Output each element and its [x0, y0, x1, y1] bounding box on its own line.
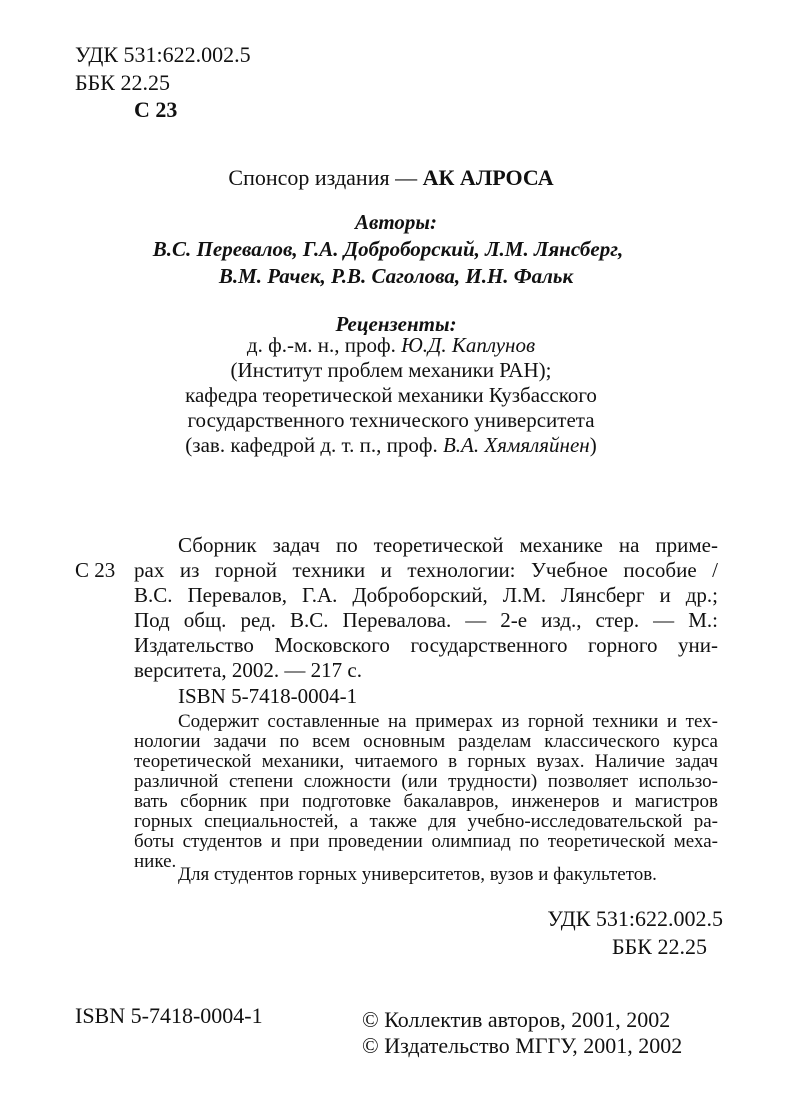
annotation-line-5: вать сборник при подготовке бакалавров, инженеров и магистров: [134, 791, 718, 812]
annotation-line-2: нологии задачи по всем основным разделам классического курса: [134, 731, 718, 752]
annotation-line-4: различной степени сложности (или трудности) позволяет использо-: [134, 771, 718, 792]
reviewers-heading: Рецензенты:: [335, 312, 457, 336]
catalog-code: С 23: [75, 558, 116, 582]
reviewer-line-2: (Институт проблем механики РАН);: [230, 358, 552, 382]
sponsor-name: АК АЛРОСА: [422, 165, 554, 190]
copyright-publisher: © Издательство МГГУ, 2001, 2002: [362, 1033, 683, 1058]
footer-bbk-code: ББК 22.25: [612, 934, 707, 959]
catalog-line-1: Сборник задач по теоретической механике на приме-: [178, 533, 718, 557]
annotation-line-1: Содержит составленные на примерах из горной техники и тех-: [178, 711, 718, 732]
bbk-code: ББК 22.25: [75, 70, 170, 95]
catalog-line-5: Издательство Московского государственного горного уни-: [134, 633, 718, 657]
sponsor-label: Спонсор издания —: [228, 165, 423, 190]
catalog-line-6: верситета, 2002. — 217 с.: [134, 658, 362, 682]
footer-isbn: ISBN 5-7418-0004-1: [75, 1003, 263, 1028]
authors-line-2: В.М. Рачек, Р.В. Саголова, И.Н. Фальк: [218, 264, 574, 288]
reviewer-line-3: кафедра теоретической механики Кузбасского: [185, 383, 597, 407]
reviewer-dept-head: (зав. кафедрой д. т. п., проф.: [185, 433, 443, 457]
reviewer-line-5: [0, 433, 796, 458]
annotation-line-7: боты студентов и при проведении олимпиад по теоретической меха-: [134, 831, 718, 852]
catalog-line-3: В.С. Перевалов, Г.А. Доброборский, Л.М. Лянсберг и др.;: [134, 583, 718, 607]
annotation-line-8: нике.: [134, 851, 177, 872]
reviewer-name-2: В.А. Хямяляйнен: [442, 433, 590, 457]
authors-heading: Авторы:: [354, 210, 437, 234]
audience-line: Для студентов горных университетов, вузов и факультетов.: [178, 864, 657, 885]
copyright-authors: © Коллектив авторов, 2001, 2002: [362, 1007, 671, 1032]
reviewer-line-4: государственного технического университета: [187, 408, 595, 432]
reviewer-degree: д. ф.-м. н., проф.: [246, 333, 402, 357]
catalog-isbn: ISBN 5-7418-0004-1: [178, 684, 358, 708]
catalog-line-2: рах из горной техники и технологии: Учебное пособие /: [134, 558, 718, 582]
authors-line-1: В.С. Перевалов, Г.А. Доброборский, Л.М. Лянсберг,: [152, 237, 624, 261]
reviewer-name: Ю.Д. Каплунов: [401, 333, 536, 357]
catalog-line-4: Под общ. ред. В.С. Перевалова. — 2-е изд., стер. — М.:: [134, 608, 718, 632]
reviewer-line-1: [0, 333, 796, 358]
sponsor-line: [0, 165, 796, 191]
reviewer-close-paren: ): [589, 433, 597, 457]
annotation-line-6: горных специальностей, а также для учебно-исследовательской ра-: [134, 811, 718, 832]
annotation-line-3: теоретической механики, читаемого в горных вузах. Наличие задач: [134, 751, 718, 772]
footer-udk-code: УДК 531:622.002.5: [547, 906, 723, 931]
udk-code: УДК 531:622.002.5: [75, 42, 251, 67]
author-mark: С 23: [134, 97, 178, 122]
